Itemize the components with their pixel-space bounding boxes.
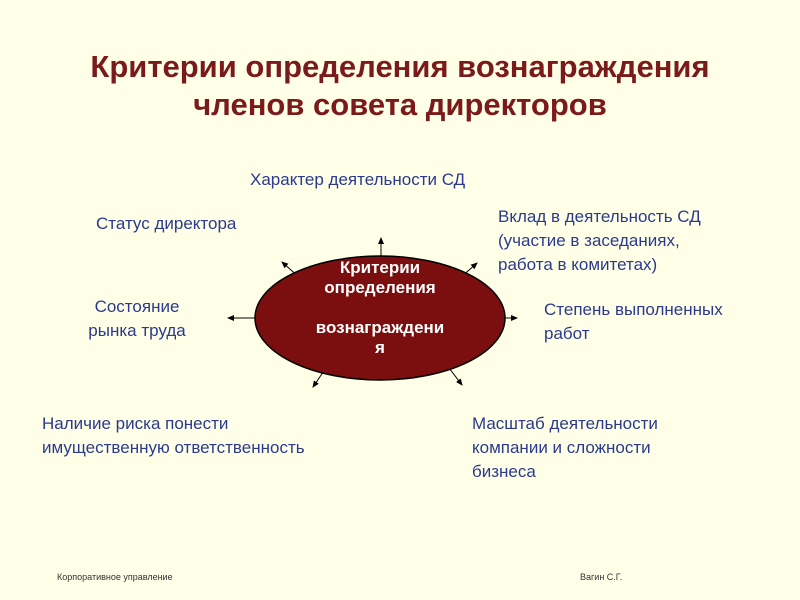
criterion-board-contribution-line-3: работа в комитетах)	[498, 255, 658, 274]
central-line-5: я	[375, 338, 385, 357]
criterion-board-contribution-line-1: Вклад в деятельность СД	[498, 207, 701, 226]
footer-course-name: Корпоративное управление	[57, 572, 173, 582]
criterion-labor-market	[78, 295, 196, 343]
footer-author: Вагин С.Г.	[580, 572, 623, 582]
criterion-company-scale	[472, 412, 658, 484]
central-line-4: вознаграждени	[315, 318, 445, 337]
slide-title-line-1: Критерии определения вознаграждения	[90, 49, 710, 84]
criterion-company-scale-line-1: Масштаб деятельности	[472, 414, 658, 433]
criterion-director-status-line-1: Статус директора	[96, 214, 237, 233]
slide-title	[0, 48, 800, 124]
criterion-labor-market-line-1: Состояние	[94, 297, 180, 316]
central-criterion-label	[290, 258, 470, 358]
slide-title-line-2: членов совета директоров	[193, 87, 607, 122]
criterion-board-activity	[250, 168, 465, 192]
criterion-board-activity-line-1: Характер деятельности СД	[250, 170, 466, 189]
criterion-director-status	[96, 212, 236, 236]
criterion-board-contribution	[498, 205, 701, 277]
criterion-work-completion-line-1: Степень выполненных	[544, 300, 723, 319]
criterion-company-scale-line-3: бизнеса	[472, 462, 536, 481]
central-line-2: определения	[324, 278, 436, 297]
criterion-company-scale-line-2: компании и сложности	[472, 438, 651, 457]
criterion-labor-market-line-2: рынка труда	[88, 321, 186, 340]
criterion-liability-risk-line-2: имущественную ответственность	[42, 438, 305, 457]
central-line-1: Критерии	[339, 258, 421, 277]
criterion-board-contribution-line-2: (участие в заседаниях,	[498, 231, 680, 250]
criterion-work-completion	[544, 298, 723, 346]
criterion-liability-risk	[42, 412, 305, 460]
central-line-3	[290, 298, 470, 318]
criterion-liability-risk-line-1: Наличие риска понести	[42, 414, 229, 433]
criterion-work-completion-line-2: работ	[544, 324, 590, 343]
